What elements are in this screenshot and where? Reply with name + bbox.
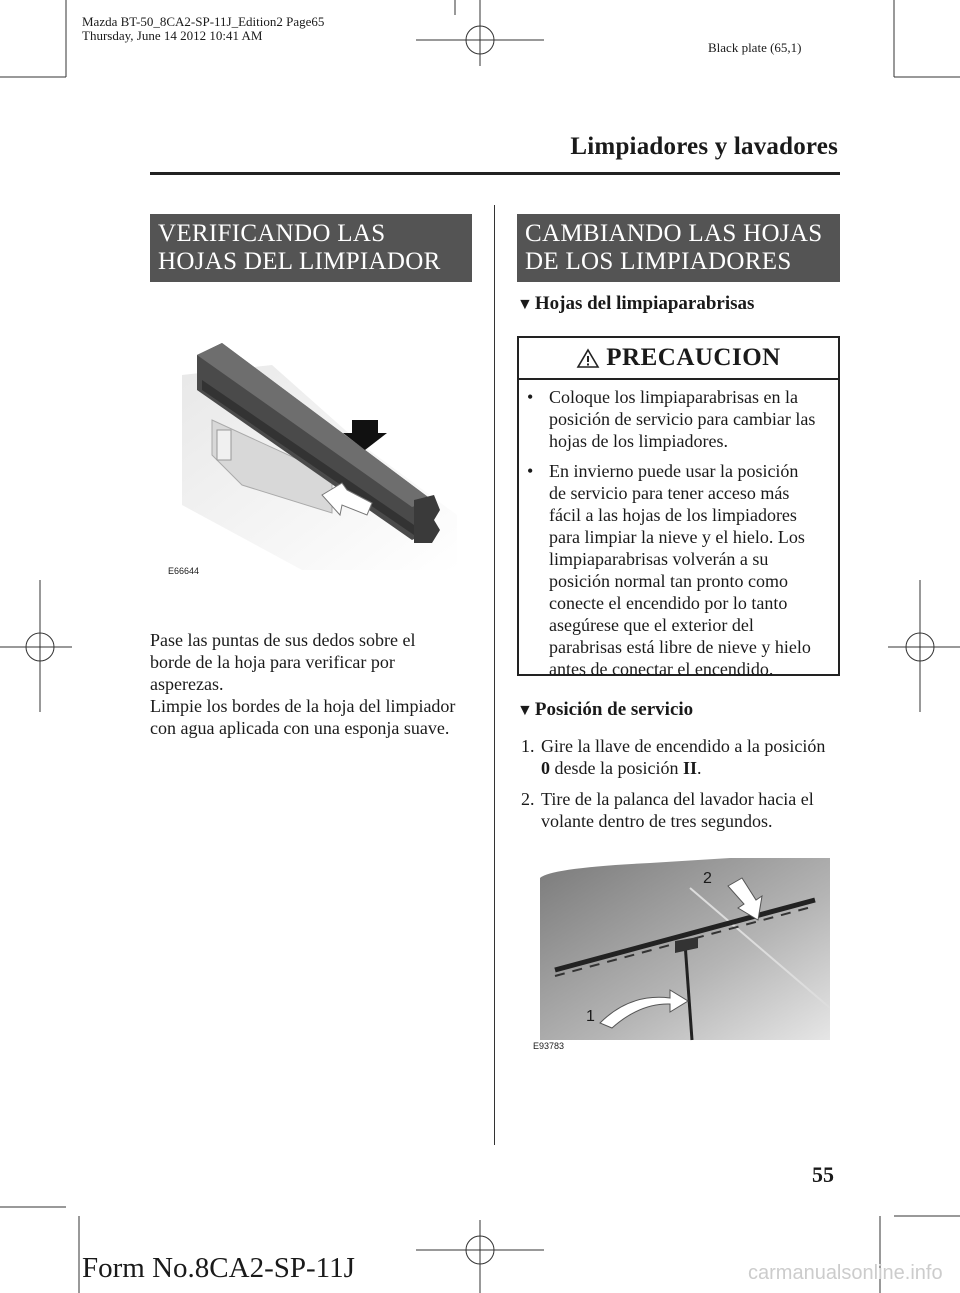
plate-label: Black plate (65,1)	[708, 40, 802, 55]
column-divider	[494, 205, 495, 1145]
text-line: posición de servicio para cambiar las	[549, 409, 816, 429]
text-line: conecte el encendido por lo tanto	[549, 593, 788, 613]
caution-header	[519, 338, 838, 380]
text-line: Pase las puntas de sus dedos sobre el	[150, 630, 416, 650]
text-line: Limpie los bordes de la hoja del limpiador	[150, 696, 456, 716]
section-heading-verificando	[150, 214, 472, 282]
text-line	[541, 757, 846, 779]
text-line: Tire de la palanca del lavador hacia el	[541, 789, 814, 809]
text-line: En invierno puede usar la posición	[549, 461, 799, 481]
heading-line: DE LOS LIMPIADORES	[525, 248, 792, 275]
triangle-bullet-icon: ▼	[517, 702, 533, 719]
heading-line: VERIFICANDO LAS	[158, 220, 386, 247]
text-line: antes de conectar el encendido.	[549, 659, 774, 679]
caution-bullet	[527, 460, 839, 680]
heading-line: CAMBIANDO LAS HOJAS	[525, 220, 823, 247]
heading-line: HOJAS DEL LIMPIADOR	[158, 248, 441, 275]
section-header-title: Limpiadores y lavadores	[570, 133, 838, 160]
wiper-service-illustration	[530, 858, 830, 1048]
text-line: borde de la hoja para verificar por	[150, 652, 395, 672]
callout-2: 2	[703, 870, 712, 887]
text-line: con agua aplicada con una esponja suave.	[150, 718, 450, 738]
header-rule	[150, 172, 840, 175]
text-line: volante dentro de tres segundos.	[541, 811, 773, 831]
subheading-text: Hojas del limpiaparabrisas	[534, 293, 755, 314]
text-line: posición normal tan pronto como	[549, 571, 788, 591]
text-fragment: .	[697, 758, 702, 778]
section-heading-cambiando	[517, 214, 840, 282]
text-line: limpiaparabrisas volverán a su	[549, 549, 769, 569]
text-line: fácil a las hojas de los limpiadores	[549, 505, 797, 525]
text-line: hojas de los limpiadores.	[549, 431, 728, 451]
caution-title: PRECAUCION	[606, 344, 781, 371]
caution-box	[517, 336, 840, 679]
warning-triangle-icon	[576, 348, 600, 374]
print-date-line: Thursday, June 14 2012 10:41 AM	[82, 28, 263, 43]
text-line: asegúrese que el exterior del	[549, 615, 754, 635]
figure-id: E66644	[168, 566, 200, 576]
step-1	[521, 735, 846, 779]
subheading-hojas	[517, 293, 754, 315]
figure-id: E93783	[533, 1041, 565, 1051]
text-line: Coloque los limpiaparabrisas en la	[549, 387, 798, 407]
position-zero: 0	[541, 758, 550, 778]
step-number: 2.	[521, 789, 535, 809]
form-number: Form No.8CA2-SP-11J	[82, 1252, 355, 1284]
text-line: de servicio para tener acceso más	[549, 483, 790, 503]
wiper-blade-illustration	[182, 335, 457, 570]
text-line: asperezas.	[150, 674, 224, 694]
text-line: parabrisas está libre de nieve y hielo	[549, 637, 811, 657]
callout-1: 1	[586, 1008, 595, 1025]
step-number: 1.	[521, 736, 535, 756]
bullet-dot-icon: •	[527, 461, 534, 481]
text-line: para limpiar la nieve y el hielo. Los	[549, 527, 805, 547]
text-line: Gire la llave de encendido a la posición	[541, 736, 826, 756]
subheading-posicion	[517, 699, 693, 721]
bullet-dot-icon: •	[527, 387, 534, 407]
caution-bullet	[527, 386, 839, 452]
subheading-text: Posición de servicio	[534, 699, 694, 720]
position-two: II	[682, 758, 697, 778]
watermark: carmanualsonline.info	[748, 1262, 943, 1284]
print-file-line: Mazda BT-50_8CA2-SP-11J_Edition2 Page65	[82, 14, 325, 29]
page-number: 55	[812, 1162, 834, 1187]
triangle-bullet-icon: ▼	[517, 296, 533, 313]
verification-paragraph	[150, 629, 480, 739]
step-2	[521, 788, 846, 832]
text-fragment: desde la posición	[550, 758, 683, 778]
